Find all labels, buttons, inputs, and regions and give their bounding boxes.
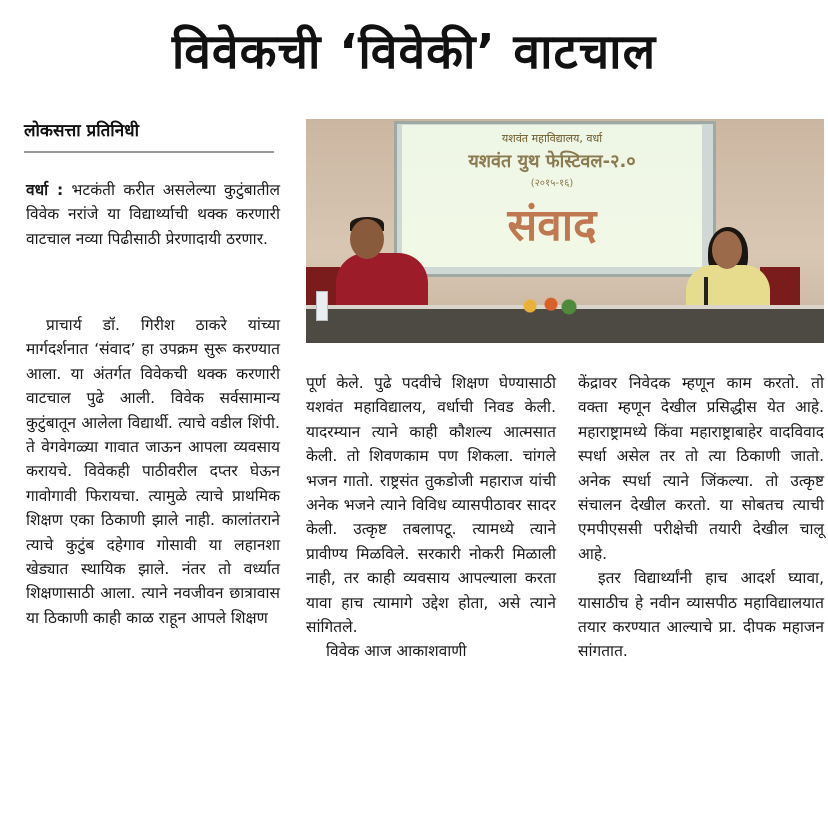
article-paragraph-4: इतर विद्यार्थ्यांनी हाच आदर्श घ्यावा, यासाठीच हे नवीन व्यासपीठ महाविद्यालयात तयार करण्यात आल्याचे प्रा. दीपक महाजन सांगतात. [578,569,824,661]
screen-year: (२०१५-१६) [530,178,574,189]
dateline: वर्धा : [26,181,64,199]
flower-bouquet-icon [518,297,578,315]
article-column-1 [26,178,280,251]
water-bottle-icon [316,291,328,321]
speaker-figure [336,253,428,313]
article-column-1-continued [26,313,280,630]
headline: विवेकची ‘विवेकी’ वाटचाल [171,24,657,80]
article-paragraph-3: केंद्रावर निवेदक म्हणून काम करतो. तो वक्ता म्हणून देखील प्रसिद्धीस येत आहे. महाराष्ट्रामध्ये किंवा महाराष्ट्राबाहेर वादविवाद स्पर्धा असेल तर तो त्या ठिकाणी जातो. अनेक स्पर्धा त्याने जिंकल्या. तो उत्कृष्ट संचालन देखील करतो. या सोबतच त्याची एमपीएससी परीक्षेची तयारी देखील चालू आहे. [578,374,824,563]
screen-festival-name: यशवंत युथ फेस्टिवल-२.० [468,151,636,172]
lead-paragraph [26,178,280,251]
article-column-2 [306,371,556,664]
screen-title: संवाद [507,200,597,251]
screen-college-name: यशवंत महाविद्यालय, वर्धा [501,132,603,145]
article-column-3 [578,371,824,664]
byline: लोकसत्ता प्रतिनिधी [24,118,274,153]
article-paragraph-1: प्राचार्य डॉ. गिरीश ठाकरे यांच्या मार्गदर्शनात ‘संवाद’ हा उपक्रम सुरू करण्यात आला. या अंतर्गत विवेकची थक्क करणारी वाटचाल पुढे आली. विवेक सर्वसामान्य कुटुंबातून आलेला विद्यार्थी. त्याचे वडील शिंपी. ते वेगवेगळ्या गावात जाऊन आपला व्यवसाय करायचे. विवेकही पाठीवरील दप्तर घेऊन गावोगावी फिरायचा. त्यामुळे त्याचे प्राथमिक शिक्षण एका ठिकाणी झाले नाही. कालांतराने त्याचे कुटुंब दहेगाव गोसावी या लहानशा खेड्यात स्थायिक झाले. नंतर तो वर्ध्यात शिक्षणासाठी आला. त्याने नवजीवन छात्रावास या ठिकाणी काही काळ राहून आपले शिक्षण [26,316,280,627]
event-photo [306,119,824,343]
lead-text: भटकंती करीत असलेल्या कुटुंबातील विवेक नरांजे या विद्यार्थ्याची थक्क करणारी वाटचाल नव्या पिढीसाठी प्रेरणादायी ठरणार. [26,181,280,248]
article-paragraph-2: पूर्ण केले. पुढे पदवीचे शिक्षण घेण्यासाठी यशवंत महाविद्यालय, वर्धाची निवड केली. यादरम्यान त्याने काही कौशल्य आत्मसात केली. तो शिवणकाम पण शिकला. चांगले भजन गातो. राष्ट्रसंत तुकडोजी महाराज यांची अनेक भजने त्याने विविध व्यासपीठावर सादर केली. उत्कृष्ट तबलापटू. त्यामध्ये त्याने प्रावीण्य मिळविले. सरकारी नोकरी मिळाली नाही, तर काही व्यवसाय आपल्याला करता यावा हाच त्यामागे उद्देश होता, असे त्याने सांगितले. [306,374,556,637]
article-paragraph-3-start: विवेक आज आकाशवाणी [326,642,467,661]
